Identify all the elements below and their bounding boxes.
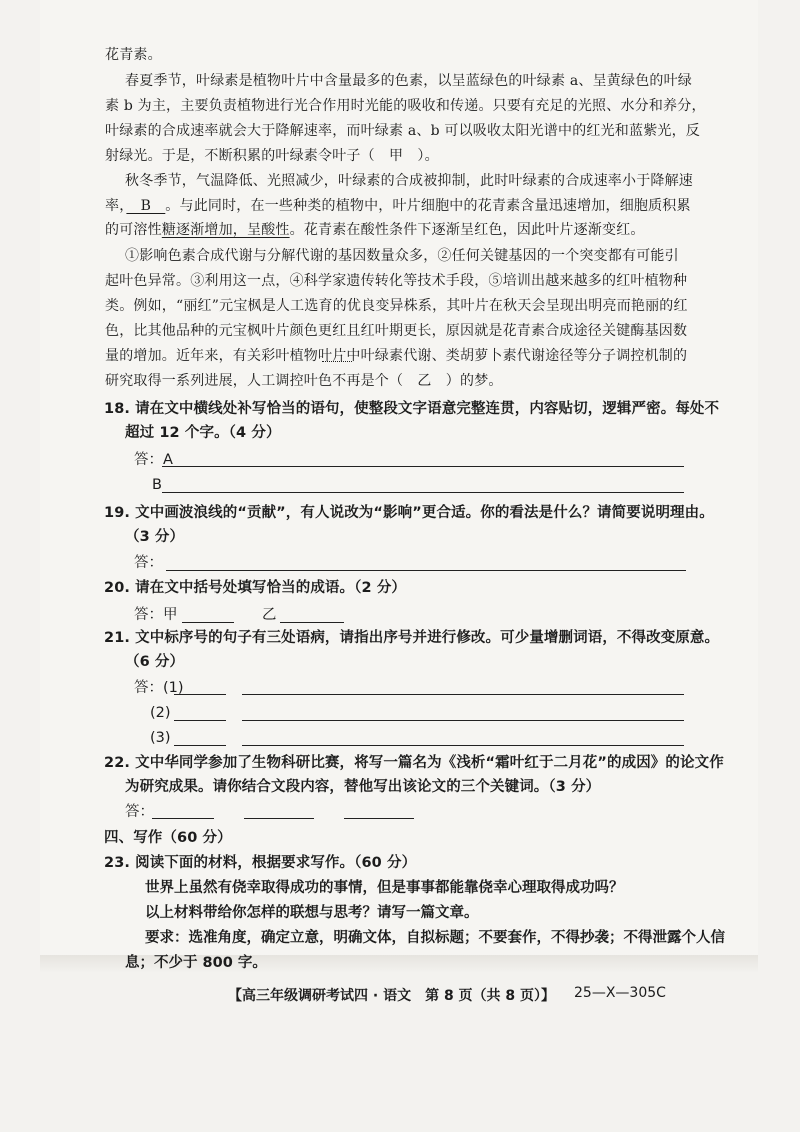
question-22-cont: 为研究成果。请你结合文段内容，替他写出该论文的三个关键词。（3 分） <box>125 779 601 795</box>
q21-answer-2-seq-line[interactable] <box>174 720 226 721</box>
passage-line-6: 秋冬季节，气温降低、光照减少，叶绿素的合成被抑制，此时叶绿素的合成速率小于降解速 <box>125 173 693 189</box>
passage-line-12: 色，比其他品种的元宝枫叶片颜色更红且红叶期更长，原因就是花青素合成途径关键酶基因数 <box>105 323 688 339</box>
passage-line-3: 素 b 为主，主要负责植物进行光合作用时光能的吸收和传递。只要有充足的光照、水分和养分， <box>105 98 706 114</box>
passage-line-11: 类。例如，“丽红”元宝枫是人工选育的优良变异株系，其叶片在秋天会呈现出明亮而艳丽的红 <box>105 298 688 314</box>
q21-answer-3-fix-line[interactable] <box>242 745 684 746</box>
q23-material-1: 世界上虽然有侥幸取得成功的事情，但是事事都能靠侥幸心理取得成功吗？ <box>145 880 624 896</box>
q18-answer-a-label: 答：A <box>134 452 173 468</box>
passage-line-7-end: 。与此同时，在一些种类的植物中，叶片细胞中的花青素含量迅速增加，细胞质积累 <box>165 198 691 214</box>
q20-answer-jia-line[interactable] <box>182 622 234 623</box>
question-22: 22. 文中华同学参加了生物科研比赛，将写一篇名为《浅析“霜叶红于二月花”的成因》的论文作 <box>104 755 724 771</box>
q21-answer-3-label: (3) <box>150 730 171 746</box>
passage-line-13: 量的增加。近年来，有关彩叶植物叶片中叶绿素代谢、类胡萝卜素代谢途径等分子调控机制的 <box>105 348 688 364</box>
question-23: 23. 阅读下面的材料，根据要求写作。（60 分） <box>104 855 417 871</box>
q21-answer-1-seq-line[interactable] <box>174 694 226 695</box>
passage-line-7-start: 率， <box>105 198 127 214</box>
q22-keyword-2-line[interactable] <box>244 818 314 819</box>
question-18: 18. 请在文中横线处补写恰当的语句，使整段文字语意完整连贯，内容贴切，逻辑严密。每处不 <box>104 401 720 417</box>
q22-keyword-1-line[interactable] <box>152 818 214 819</box>
passage-line-5: 射绿光。于是，不断积累的叶绿素令叶子（ 甲 ）。 <box>105 148 439 164</box>
q21-answer-2-fix-line[interactable] <box>242 720 684 721</box>
question-21-cont: （6 分） <box>125 654 185 670</box>
blank-a-phrase: 糖逐渐增加，呈酸性 <box>161 222 290 238</box>
passage-line-1: 花青素。 <box>105 47 162 63</box>
q22-answer-label: 答： <box>125 804 154 820</box>
q21-answer-3-seq-line[interactable] <box>174 745 226 746</box>
q23-material-2: 以上材料带给你怎样的联想与思考？请写一篇文章。 <box>145 905 479 921</box>
passage-line-8-end: 。花青素在酸性条件下逐渐呈红色，因此叶片逐渐变红。 <box>289 222 645 238</box>
passage-line-9: ①影响色素合成代谢与分解代谢的基因数量众多，②任何关键基因的一个突变都有可能引 <box>125 248 679 264</box>
q23-requirements: 要求：选准角度，确定立意，明确文体，自拟标题；不要套作，不得抄袭；不得泄露个人信 <box>145 930 725 946</box>
q22-keyword-3-line[interactable] <box>344 818 414 819</box>
section-4-heading: 四、写作（60 分） <box>104 830 232 846</box>
q21-answer-1-label: 答：(1) <box>134 680 184 696</box>
passage-line-14: 研究取得一系列进展，人工调控叶色不再是个（ 乙 ）的梦。 <box>105 373 503 389</box>
q21-answer-1-fix-line[interactable] <box>242 694 684 695</box>
q18-answer-b-line[interactable] <box>162 492 684 493</box>
question-19: 19. 文中画波浪线的“贡献”，有人说改为“影响”更合适。你的看法是什么？请简要说明理由。 <box>104 505 714 521</box>
question-18-cont: 超过 12 个字。（4 分） <box>125 425 281 441</box>
exam-code: 25—X—305C <box>574 985 666 1001</box>
wave-underline-gongxian <box>322 357 352 362</box>
page-footer-title: 【高三年级调研考试四 · 语文 第 8 页（共 8 页）】 <box>228 988 556 1004</box>
passage-line-7 <box>105 197 691 216</box>
q18-answer-b-label: B <box>152 477 162 493</box>
q20-answer-jia-label: 答：甲 <box>134 607 178 623</box>
passage-line-8 <box>105 221 645 240</box>
passage-line-2: 春夏季节，叶绿素是植物叶片中含量最多的色素，以呈蓝绿色的叶绿素 a、呈黄绿色的叶绿 <box>125 73 692 89</box>
passage-line-8-start: 的可溶性 <box>105 222 162 238</box>
passage-line-4: 叶绿素的合成速率就会大于降解速率，而叶绿素 a、b 可以吸收太阳光谱中的红光和蓝紫光，反 <box>105 123 701 139</box>
q21-answer-2-label: (2) <box>150 705 171 721</box>
q19-answer-label: 答： <box>134 555 163 571</box>
q23-requirements-cont: 息；不少于 800 字。 <box>125 955 267 971</box>
q20-answer-yi-label: 乙 <box>262 607 277 623</box>
blank-b: B <box>126 198 166 214</box>
passage-line-10: 起叶色异常。③利用这一点，④科学家遗传转化等技术手段，⑤培训出越来越多的红叶植物种 <box>105 273 688 289</box>
q18-answer-a-line[interactable] <box>162 466 684 467</box>
q19-answer-line[interactable] <box>166 570 686 571</box>
question-20: 20. 请在文中括号处填写恰当的成语。（2 分） <box>104 580 407 596</box>
question-19-cont: （3 分） <box>125 529 185 545</box>
question-21: 21. 文中标序号的句子有三处语病，请指出序号并进行修改。可少量增删词语，不得改变原意。 <box>104 630 720 646</box>
q20-answer-yi-line[interactable] <box>280 622 344 623</box>
